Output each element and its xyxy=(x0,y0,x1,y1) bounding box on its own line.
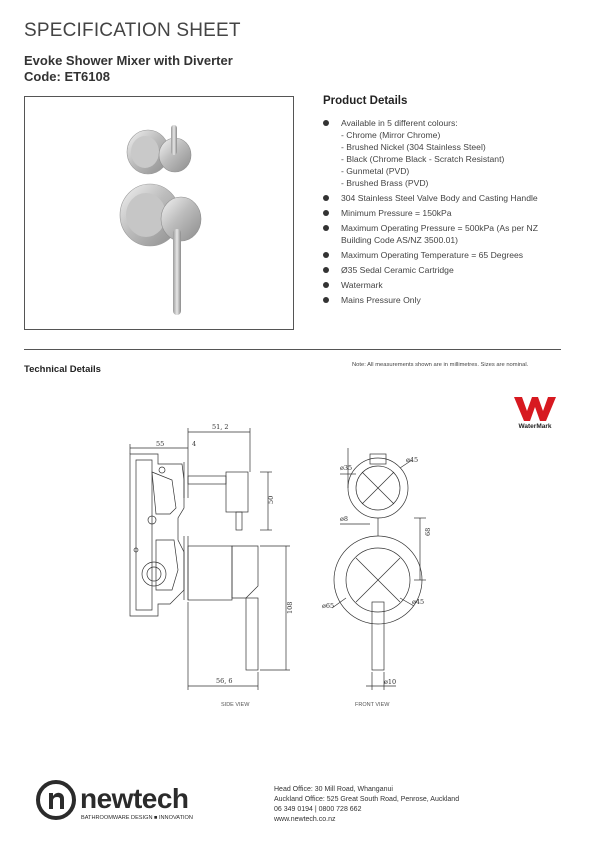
watermark-label: WaterMark xyxy=(518,423,552,429)
bullet-icon xyxy=(323,120,329,126)
product-detail-item xyxy=(323,222,568,246)
colour-option: - Black (Chrome Black - Scratch Resistant) xyxy=(341,154,505,164)
product-detail-item xyxy=(323,294,568,306)
side-view-drawing xyxy=(130,428,290,690)
footer-address xyxy=(274,785,459,825)
bullet-icon xyxy=(323,252,329,258)
front-view-caption: FRONT VIEW xyxy=(355,702,390,708)
product-detail-item xyxy=(323,249,568,261)
bullet-icon xyxy=(323,267,329,273)
bullet-icon xyxy=(323,282,329,288)
dim-phi45-bottom: ø45 xyxy=(412,598,425,606)
bullet-icon xyxy=(323,210,329,216)
bullet-icon xyxy=(323,195,329,201)
address-line: Auckland Office: 525 Great South Road, Penrose, Auckland xyxy=(274,796,460,803)
product-detail-text: Mains Pressure Only xyxy=(341,295,421,305)
dim-108: 108 xyxy=(286,601,294,614)
dim-55: 55 xyxy=(156,440,165,448)
product-detail-item xyxy=(323,279,568,291)
side-view-caption: SIDE VIEW xyxy=(221,702,250,708)
dim-4: 4 xyxy=(192,440,197,448)
dim-56-6: 56, 6 xyxy=(216,677,233,685)
dim-phi65: ø65 xyxy=(322,602,335,610)
product-detail-item xyxy=(323,207,568,219)
website-link[interactable]: www.newtech.co.nz xyxy=(274,816,336,823)
product-detail-text: 304 Stainless Steel Valve Body and Casting Handle xyxy=(341,193,538,203)
product-detail-text: Minimum Pressure = 150kPa xyxy=(341,208,452,218)
dim-phi8: ø8 xyxy=(340,515,349,523)
newtech-n-icon xyxy=(38,782,74,818)
product-details-list xyxy=(323,117,568,309)
technical-drawing xyxy=(100,390,580,720)
product-code: Code: ET6108 xyxy=(24,69,110,84)
product-detail-item xyxy=(323,264,568,276)
product-photo xyxy=(25,97,293,329)
bullet-icon xyxy=(323,225,329,231)
colour-option: - Brushed Nickel (304 Stainless Steel) xyxy=(341,142,486,152)
address-line: Head Office: 30 Mill Road, Whanganui xyxy=(274,786,393,793)
product-detail-item xyxy=(323,192,568,204)
product-detail-text: Available in 5 different colours: xyxy=(341,118,458,128)
section-divider xyxy=(24,349,561,350)
measurement-note: Note: All measurements shown are in millimetres. Sizes are nominal. xyxy=(352,362,529,368)
product-detail-text: Watermark xyxy=(341,280,383,290)
front-view-drawing xyxy=(332,448,426,690)
product-details-heading: Product Details xyxy=(323,95,408,107)
dim-50: 50 xyxy=(267,495,275,504)
product-detail-text: Maximum Operating Pressure = 500kPa (As per NZ Building Code AS/NZ 3500.01) xyxy=(341,223,539,245)
dim-51-2: 51, 2 xyxy=(212,423,229,431)
brand-tagline: BATHROOMWARE DESIGN ■ INNOVATION xyxy=(81,815,193,821)
product-photo-frame xyxy=(24,96,294,330)
colour-option: - Chrome (Mirror Chrome) xyxy=(341,130,441,140)
dim-phi45-top: ø45 xyxy=(406,456,419,464)
sheet-title: SPECIFICATION SHEET xyxy=(24,20,241,41)
colour-option: - Brushed Brass (PVD) xyxy=(341,178,429,188)
brand-name: newtech xyxy=(80,783,189,814)
product-detail-text: Ø35 Sedal Ceramic Cartridge xyxy=(341,265,454,275)
dim-phi35: ø35 xyxy=(340,464,353,472)
technical-details-heading: Technical Details xyxy=(24,364,101,375)
newtech-logo xyxy=(36,778,236,822)
phone-line: 06 349 0194 | 0800 728 662 xyxy=(274,806,362,813)
product-name: Evoke Shower Mixer with Diverter xyxy=(24,53,233,68)
dim-68: 68 xyxy=(424,527,432,536)
bullet-icon xyxy=(323,297,329,303)
product-detail-text: Maximum Operating Temperature = 65 Degrees xyxy=(341,250,524,260)
colour-option: - Gunmetal (PVD) xyxy=(341,166,410,176)
product-detail-item xyxy=(323,117,568,189)
dim-phi10: ø10 xyxy=(384,678,397,686)
